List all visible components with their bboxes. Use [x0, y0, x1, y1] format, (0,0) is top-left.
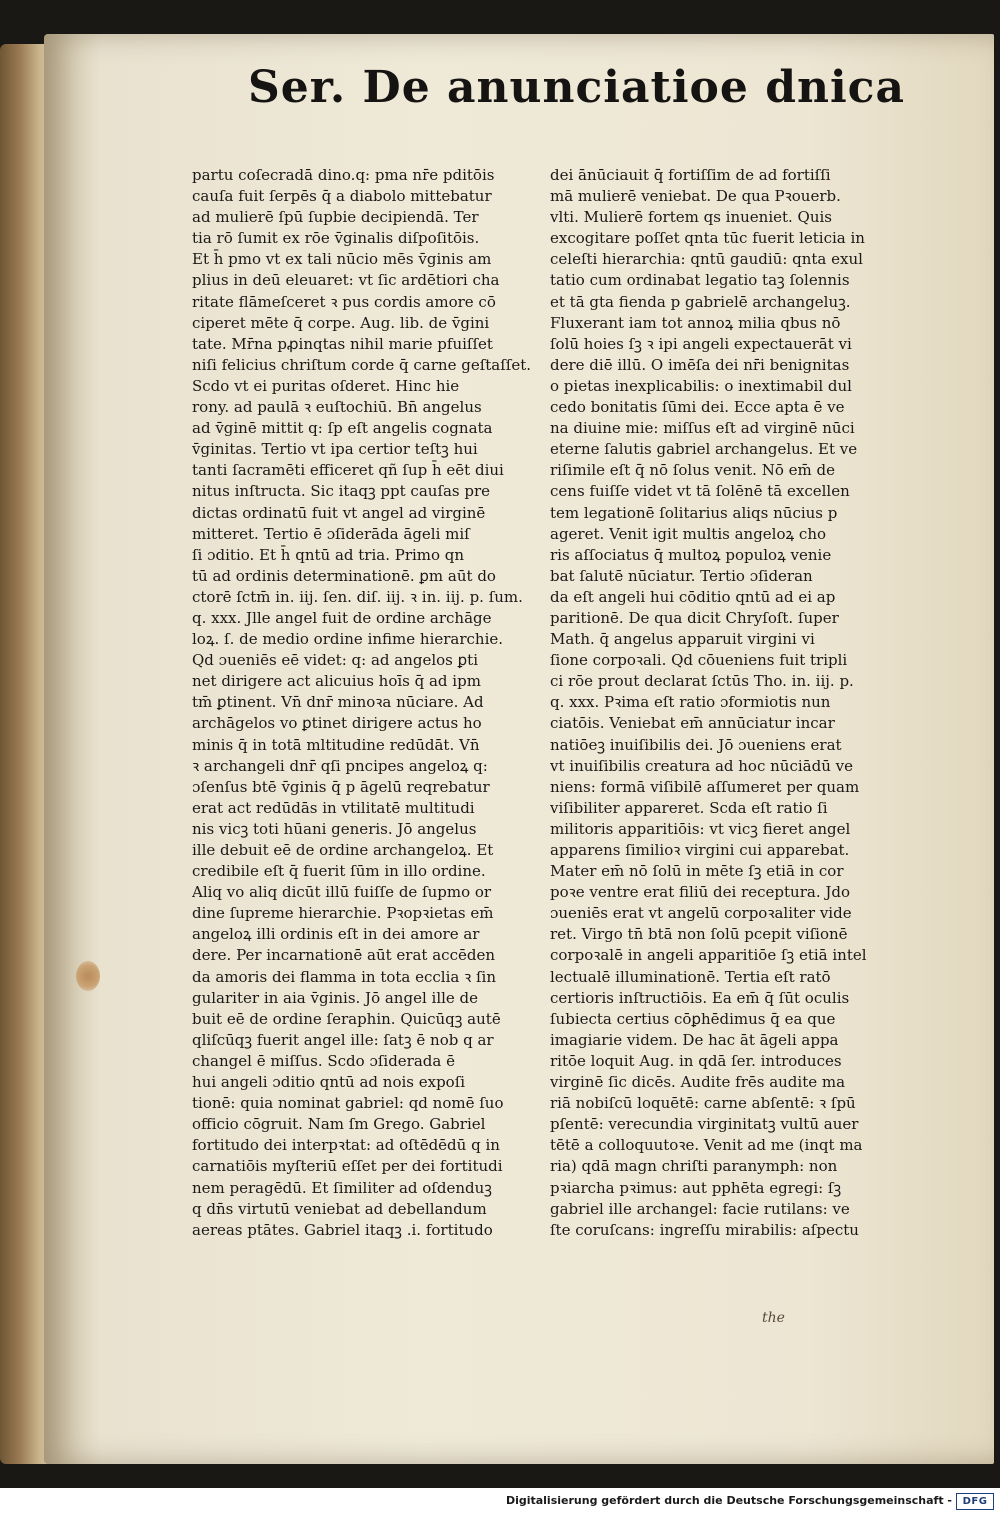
- text-line: Qd ɔueniēs eē videt: q: ad angelos ꝑti: [192, 651, 478, 670]
- text-line: changel ē miſſus. Scdo ɔſiderada ē: [192, 1051, 455, 1070]
- text-line: tia rō ſumit ex rōe v̄ginalis diſpoſitōis.: [192, 229, 480, 248]
- text-line: Fluxerant iam tot annoꝝ milia qbus nō: [550, 313, 841, 332]
- funding-footer: [0, 1488, 1000, 1514]
- text-line: carnatiōis myſteriū eſſet per dei fortitudi: [192, 1157, 503, 1176]
- text-line: minis q̄ in totā mltitudine redūdāt. Vn̄: [192, 735, 480, 754]
- text-line: ci rōe prout declarat ſctūs Tho. in. iij. p.: [550, 672, 854, 691]
- text-line: dei ānūciauit q̄ fortiſſim de ad fortiſſi: [550, 166, 831, 184]
- text-line: pſentē: verecundia virginitatꝫ vultū auer: [550, 1115, 859, 1134]
- text-line: dere diē illū. O imēſa dei nr̄i benignitas: [550, 355, 850, 374]
- text-line: Mater em̄ nō ſolū in mēte ſꝫ etiā in cor: [550, 862, 844, 881]
- text-line: dictas ordinatū fuit vt angel ad virginē: [192, 503, 486, 522]
- text-line: poꝛe ventre erat filiū dei receptura. Jdo: [550, 883, 851, 902]
- text-line: aereas ptātes. Gabriel itaqꝫ .i. fortitudo: [192, 1220, 493, 1239]
- text-line: ɔſenſus btē v̄ginis q̄ p āgelū reqrebatur: [192, 777, 490, 796]
- footer-credit: Digitalisierung gefördert durch die Deutsche Forschungsgemeinschaft -: [505, 1494, 952, 1507]
- text-line: bat ſalutē nūciatur. Tertio ɔſideran: [550, 566, 813, 585]
- text-line: officio cōgruit. Nam ſm Grego. Gabriel: [192, 1115, 486, 1134]
- text-line: ſolū hoies ſꝫ ꝛ ipi angeli expectauerāt vi: [550, 334, 852, 353]
- text-line: ageret. Venit igit multis angeloꝝ cho: [550, 524, 827, 543]
- text-line: tem legationē ſolitarius aliqs nūcius p: [550, 503, 838, 522]
- text-line: ad v̄ginē mittit q: ſp eſt angelis cognata: [192, 419, 493, 438]
- text-line: nis vicꝫ toti hūani generis. Jō angelus: [192, 819, 477, 838]
- text-line: ſi ɔditio. Et h̄ qntū ad tria. Primo qn: [192, 545, 465, 564]
- text-line: apparens ſimilioꝛ virgini cui apparebat.: [550, 841, 850, 859]
- text-line: Et h̄ pmo vt ex tali nūcio mēs v̄ginis am: [192, 250, 492, 269]
- text-line: ritate flāmeſceret ꝛ pus cordis amore cō: [192, 292, 496, 311]
- text-line: mā mulierē veniebat. De qua Pꝛouerb.: [550, 187, 841, 206]
- text-line: buit eē de ordine ſeraphin. Quicūqꝫ autē: [192, 1009, 501, 1028]
- text-line: certioris inſtructiōis. Ea em̄ q̄ ſūt oculis: [550, 988, 850, 1007]
- text-line: cauſa fuit ſerpēs q̄ a diabolo mittebatur: [192, 187, 492, 206]
- text-line: eterne ſalutis gabriel archangelus. Et ve: [550, 440, 858, 459]
- text-line: gabriel ille archangel: facie rutilans: ve: [550, 1199, 850, 1218]
- text-line: tatio cum ordinabat legatio taꝫ ſolennis: [550, 271, 850, 290]
- text-line: ctorē ſctm̄ in. iij. ſen. diſ. iij. ꝛ in. iij. p. ſum.: [192, 587, 523, 606]
- text-line: cedo bonitatis ſūmi dei. Ecce apta ē ve: [550, 398, 845, 417]
- text-line: imagiarie videm. De hac āt āgeli appa: [550, 1030, 839, 1049]
- text-line: tionē: quia nominat gabriel: qd nomē ſuo: [192, 1094, 504, 1113]
- text-line: tanti ſacramēti efficeret qñ ſup h̄ eēt diui: [192, 461, 504, 480]
- text-line: niens: formā viſibilē aſſumeret per quam: [550, 777, 860, 796]
- text-line: viſibiliter appareret. Scda eſt ratio ſi: [550, 798, 828, 817]
- text-line: paritionē. De qua dicit Chryſoſt. ſuper: [550, 608, 839, 627]
- text-line: nitus inſtructa. Sic itaqꝫ ppt cauſas pre: [192, 482, 491, 501]
- text-line: ad mulierē ſpū ſupbie decipiendā. Ter: [192, 208, 479, 227]
- text-line: celeſti hierarchia: qntū gaudiū: qnta exul: [550, 250, 863, 269]
- text-line: net dirigere act alicuius hoīs q̄ ad ipm: [192, 672, 481, 691]
- text-line: tm̄ ꝑtinent. Vn̄ dnr̄ minoꝛa nūciare. Ad: [192, 693, 484, 712]
- text-line: lectualē illuminationē. Tertia eſt ratō: [550, 967, 831, 986]
- left-text-column: [192, 165, 584, 1241]
- text-line: angeloꝝ illi ordinis eſt in dei amore ar: [192, 925, 480, 944]
- text-line: mitteret. Tertio ē ɔſiderāda āgeli miſ: [192, 524, 470, 543]
- text-line: q. xxx. Jlle angel fuit de ordine archāge: [192, 608, 492, 627]
- text-line: Aliq vo aliq dicūt illū fuiſſe de ſupmo or: [192, 883, 492, 902]
- text-line: ſione corpoꝛali. Qd cōueniens fuit tripli: [550, 651, 848, 670]
- text-line: niſi felicius chriſtum corde q̄ carne geſtaſſet.: [192, 355, 532, 374]
- text-line: ɔueniēs erat vt angelū corpoꝛaliter vide: [550, 904, 852, 923]
- text-line: fortitudo dei interpꝛtat: ad oſtēdēdū q in: [192, 1136, 500, 1155]
- text-line: ille debuit eē de ordine archangeloꝝ. Et: [192, 841, 494, 859]
- text-line: archāgelos vo ꝑtinet dirigere actus ho: [192, 714, 482, 733]
- text-line: dine ſupreme hierarchie. Pꝛopꝛietas em̄: [192, 904, 494, 923]
- text-line: cens fuiſſe videt vt tā ſolēnē tā excellen: [550, 482, 850, 501]
- text-line: da amoris dei flamma in tota ecclia ꝛ ſin: [192, 967, 496, 986]
- text-line: na diuine mie: miſſus eſt ad virginē nūci: [550, 419, 855, 438]
- running-head: Ser. De anunciatioe dnica: [248, 62, 905, 113]
- text-line: ſubiecta certius cōꝑhēdimus q̄ ea que: [550, 1009, 836, 1028]
- text-line: Scdo vt ei puritas oſderet. Hinc hie: [192, 376, 460, 395]
- text-line: militoris apparitiōis: vt vicꝫ fieret angel: [550, 819, 851, 838]
- text-line: gulariter in aia v̄ginis. Jō angel ille de: [192, 988, 479, 1007]
- text-line: plius in deū eleuaret: vt ſic ardētiori cha: [192, 271, 500, 290]
- text-line: nem peragēdū. Et ſimiliter ad oſdenduꝫ: [192, 1178, 492, 1197]
- text-line: ris aſſociatus q̄ multoꝝ populoꝝ venie: [550, 545, 832, 564]
- text-line: ciatōis. Veniebat em̄ annūciatur incar: [550, 714, 835, 733]
- text-line: et tā gta fienda p gabrielē archangeluꝫ.: [550, 292, 851, 311]
- text-line: erat act redūdās in vtilitatē multitudi: [192, 798, 475, 817]
- text-line: tate. Mr̄na pꝓinqtas nihil marie pfuiſſet: [192, 334, 493, 353]
- text-line: excogitare poſſet qnta tūc fuerit leticia in: [550, 229, 865, 248]
- text-line: v̄ginitas. Tertio vt ipa certior teſtꝫ hui: [192, 440, 478, 459]
- text-line: riſimile eſt q̄ nō ſolus venit. Nō em̄ de: [550, 461, 835, 480]
- page-stain: [76, 961, 100, 991]
- text-line: ſte coruſcans: ingreſſu mirabilis: aſpectu: [550, 1220, 859, 1239]
- text-line: tū ad ordinis determinationē. ꝑm aūt do: [192, 566, 496, 585]
- text-line: da eſt angeli hui cōditio qntū ad ei ap: [550, 587, 836, 606]
- text-line: vt inuiſibilis creatura ad hoc nūciādū ve: [550, 756, 853, 775]
- text-line: corpoꝛalē in angeli apparitiōe ſꝫ etiā intel: [550, 946, 867, 965]
- text-line: partu coſecradā dino.q: pma nr̄e pditōis: [192, 166, 495, 184]
- text-line: ret. Virgo tn̄ btā non ſolū pcepit viſionē: [550, 925, 848, 944]
- text-line: ciperet mēte q̄ corpe. Aug. lib. de v̄gini: [192, 313, 490, 332]
- text-line: dere. Per incarnationē aūt erat accēden: [192, 946, 495, 965]
- text-line: q dn̄s virtutū veniebat ad debellandum: [192, 1199, 487, 1218]
- text-line: ria) qdā magn chriſti paranymph: non: [550, 1157, 838, 1176]
- dfg-logo: DFG: [956, 1493, 994, 1510]
- margin-annotation: the: [762, 1310, 785, 1326]
- text-line: vlti. Mulierē fortem qs inueniet. Quis: [550, 208, 833, 227]
- text-line: Math. q̄ angelus apparuit virgini vi: [550, 630, 815, 649]
- right-text-column: [550, 165, 955, 1241]
- text-line: hui angeli ɔditio qntū ad nois expoſi: [192, 1073, 466, 1092]
- text-line: ꝛ archangeli dnr̄ qſi pncipes angeloꝝ q:: [192, 756, 488, 775]
- text-line: o pietas inexplicabilis: o inextimabil dul: [550, 376, 852, 395]
- text-line: natiōeꝫ inuiſibilis dei. Jō ɔueniens erat: [550, 735, 842, 754]
- text-line: qliſcūqꝫ fuerit angel ille: ſatꝫ ē nob q ar: [192, 1030, 494, 1049]
- text-line: tētē a colloquutoꝛe. Venit ad me (inqt ma: [550, 1136, 863, 1155]
- text-line: q. xxx. Pꝛima eſt ratio ɔformiotis nun: [550, 693, 831, 712]
- text-line: virginē ſic dicēs. Audite frēs audite ma: [550, 1073, 846, 1092]
- text-line: ritōe loquit Aug. in qdā ſer. introduces: [550, 1051, 842, 1070]
- text-line: pꝛiarcha pꝛimus: aut pphēta egregi: ſꝫ: [550, 1178, 842, 1197]
- text-line: loꝝ. ſ. de medio ordine infime hierarchie.: [192, 630, 504, 649]
- text-line: credibile eſt q̄ fuerit ſūm in illo ordine.: [192, 862, 486, 881]
- text-line: rony. ad paulā ꝛ euſtochiū. Bn̄ angelus: [192, 398, 482, 417]
- text-line: riā nobiſcū loquētē: carne abſentē: ꝛ ſpū: [550, 1094, 856, 1113]
